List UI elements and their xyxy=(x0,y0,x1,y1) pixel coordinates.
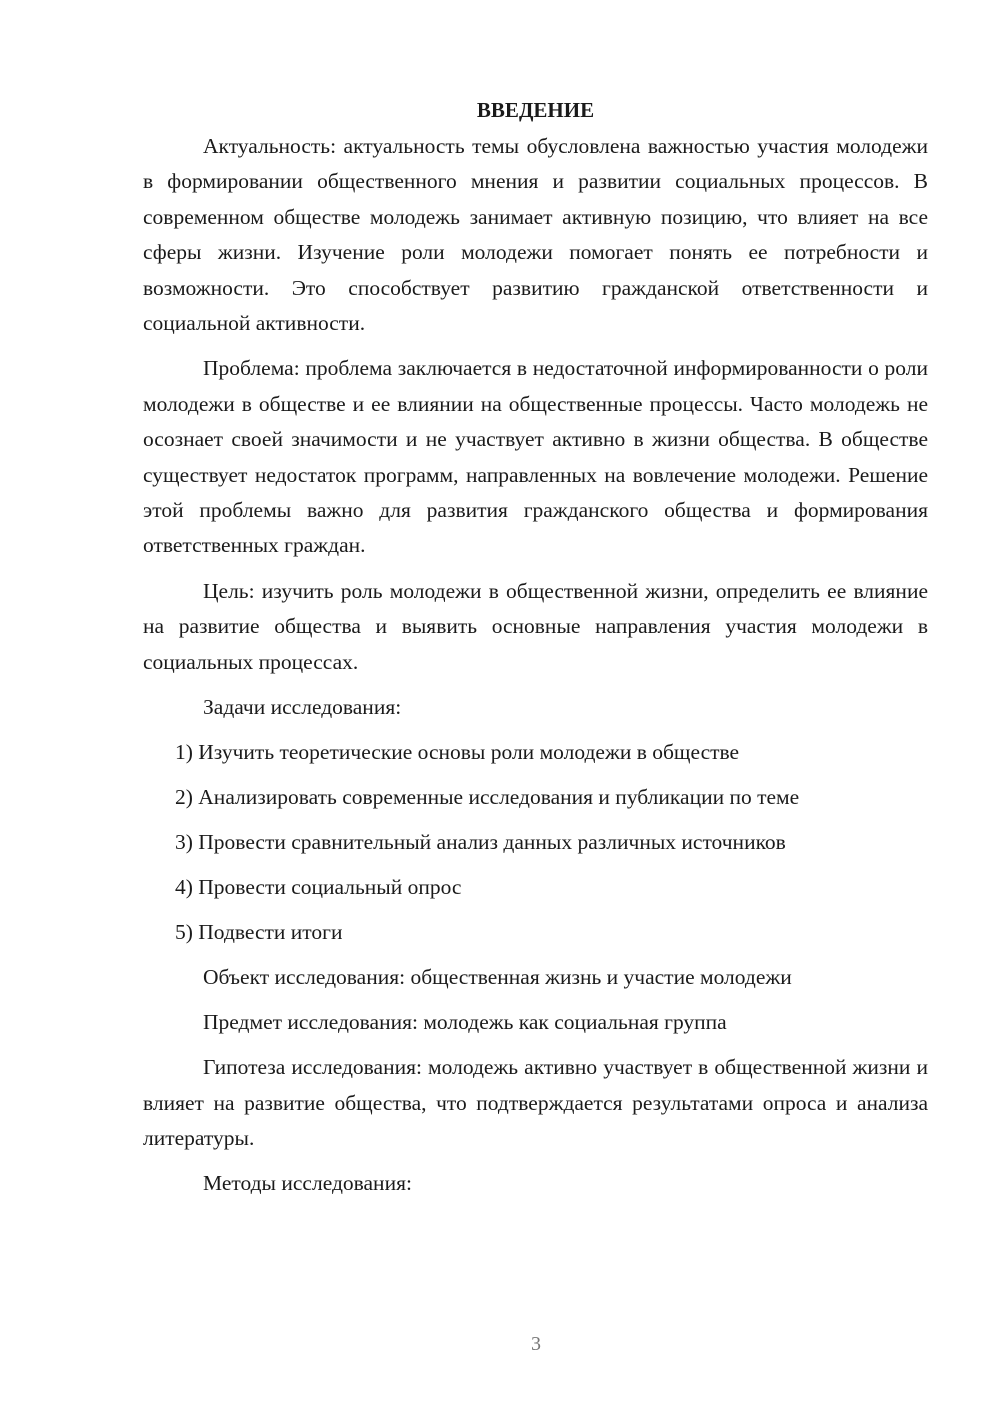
task-item: 5) Подвести итоги xyxy=(175,920,343,945)
tasks-heading: Задачи исследования: xyxy=(203,695,402,720)
problem-paragraph: Проблема: проблема заключается в недостаточной информированности о роли молодежи в обществе и ее влиянии на общественные процессы. Часто молодежь не осознает своей значимости и не участвует активно в жизни общества. В обществе существует недостаток программ, направленных на вовлечение молодежи. Решение этой проблемы важно для развития гражданского общества и формирования ответственных граждан. xyxy=(143,356,928,558)
hypothesis-paragraph: Гипотеза исследования: молодежь активно участвует в общественной жизни и влияет на развитие общества, что подтверждается результатами опроса и анализа литературы. xyxy=(143,1055,928,1150)
task-item: 1) Изучить теоретические основы роли молодежи в обществе xyxy=(175,740,740,765)
research-object: Объект исследования: общественная жизнь и участие молодежи xyxy=(203,965,792,990)
section-heading: ВВЕДЕНИЕ xyxy=(476,98,595,122)
task-item: 2) Анализировать современные исследования и публикации по теме xyxy=(175,785,800,810)
page-number: 3 xyxy=(531,1333,541,1355)
relevance-paragraph: Актуальность: актуальность темы обусловлена важностью участия молодежи в формировании общественного мнения и развитии социальных процессов. В современном обществе молодежь занимает активную позицию, что влияет на все сферы жизни. Изучение роли молодежи помогает понять ее потребности и возможности. Это способствует развитию гражданской ответственности и социальной активности. xyxy=(143,134,928,336)
goal-paragraph: Цель: изучить роль молодежи в общественной жизни, определить ее влияние на развитие общества и выявить основные направления участия молодежи в социальных процессах. xyxy=(143,578,928,674)
task-item: 4) Провести социальный опрос xyxy=(175,875,462,900)
methods-heading: Методы исследования: xyxy=(203,1171,412,1196)
research-subject: Предмет исследования: молодежь как социальная группа xyxy=(203,1010,727,1035)
document-page xyxy=(143,95,928,1211)
tasks-list xyxy=(143,735,928,950)
task-item: 3) Провести сравнительный анализ данных различных источников xyxy=(175,830,786,855)
